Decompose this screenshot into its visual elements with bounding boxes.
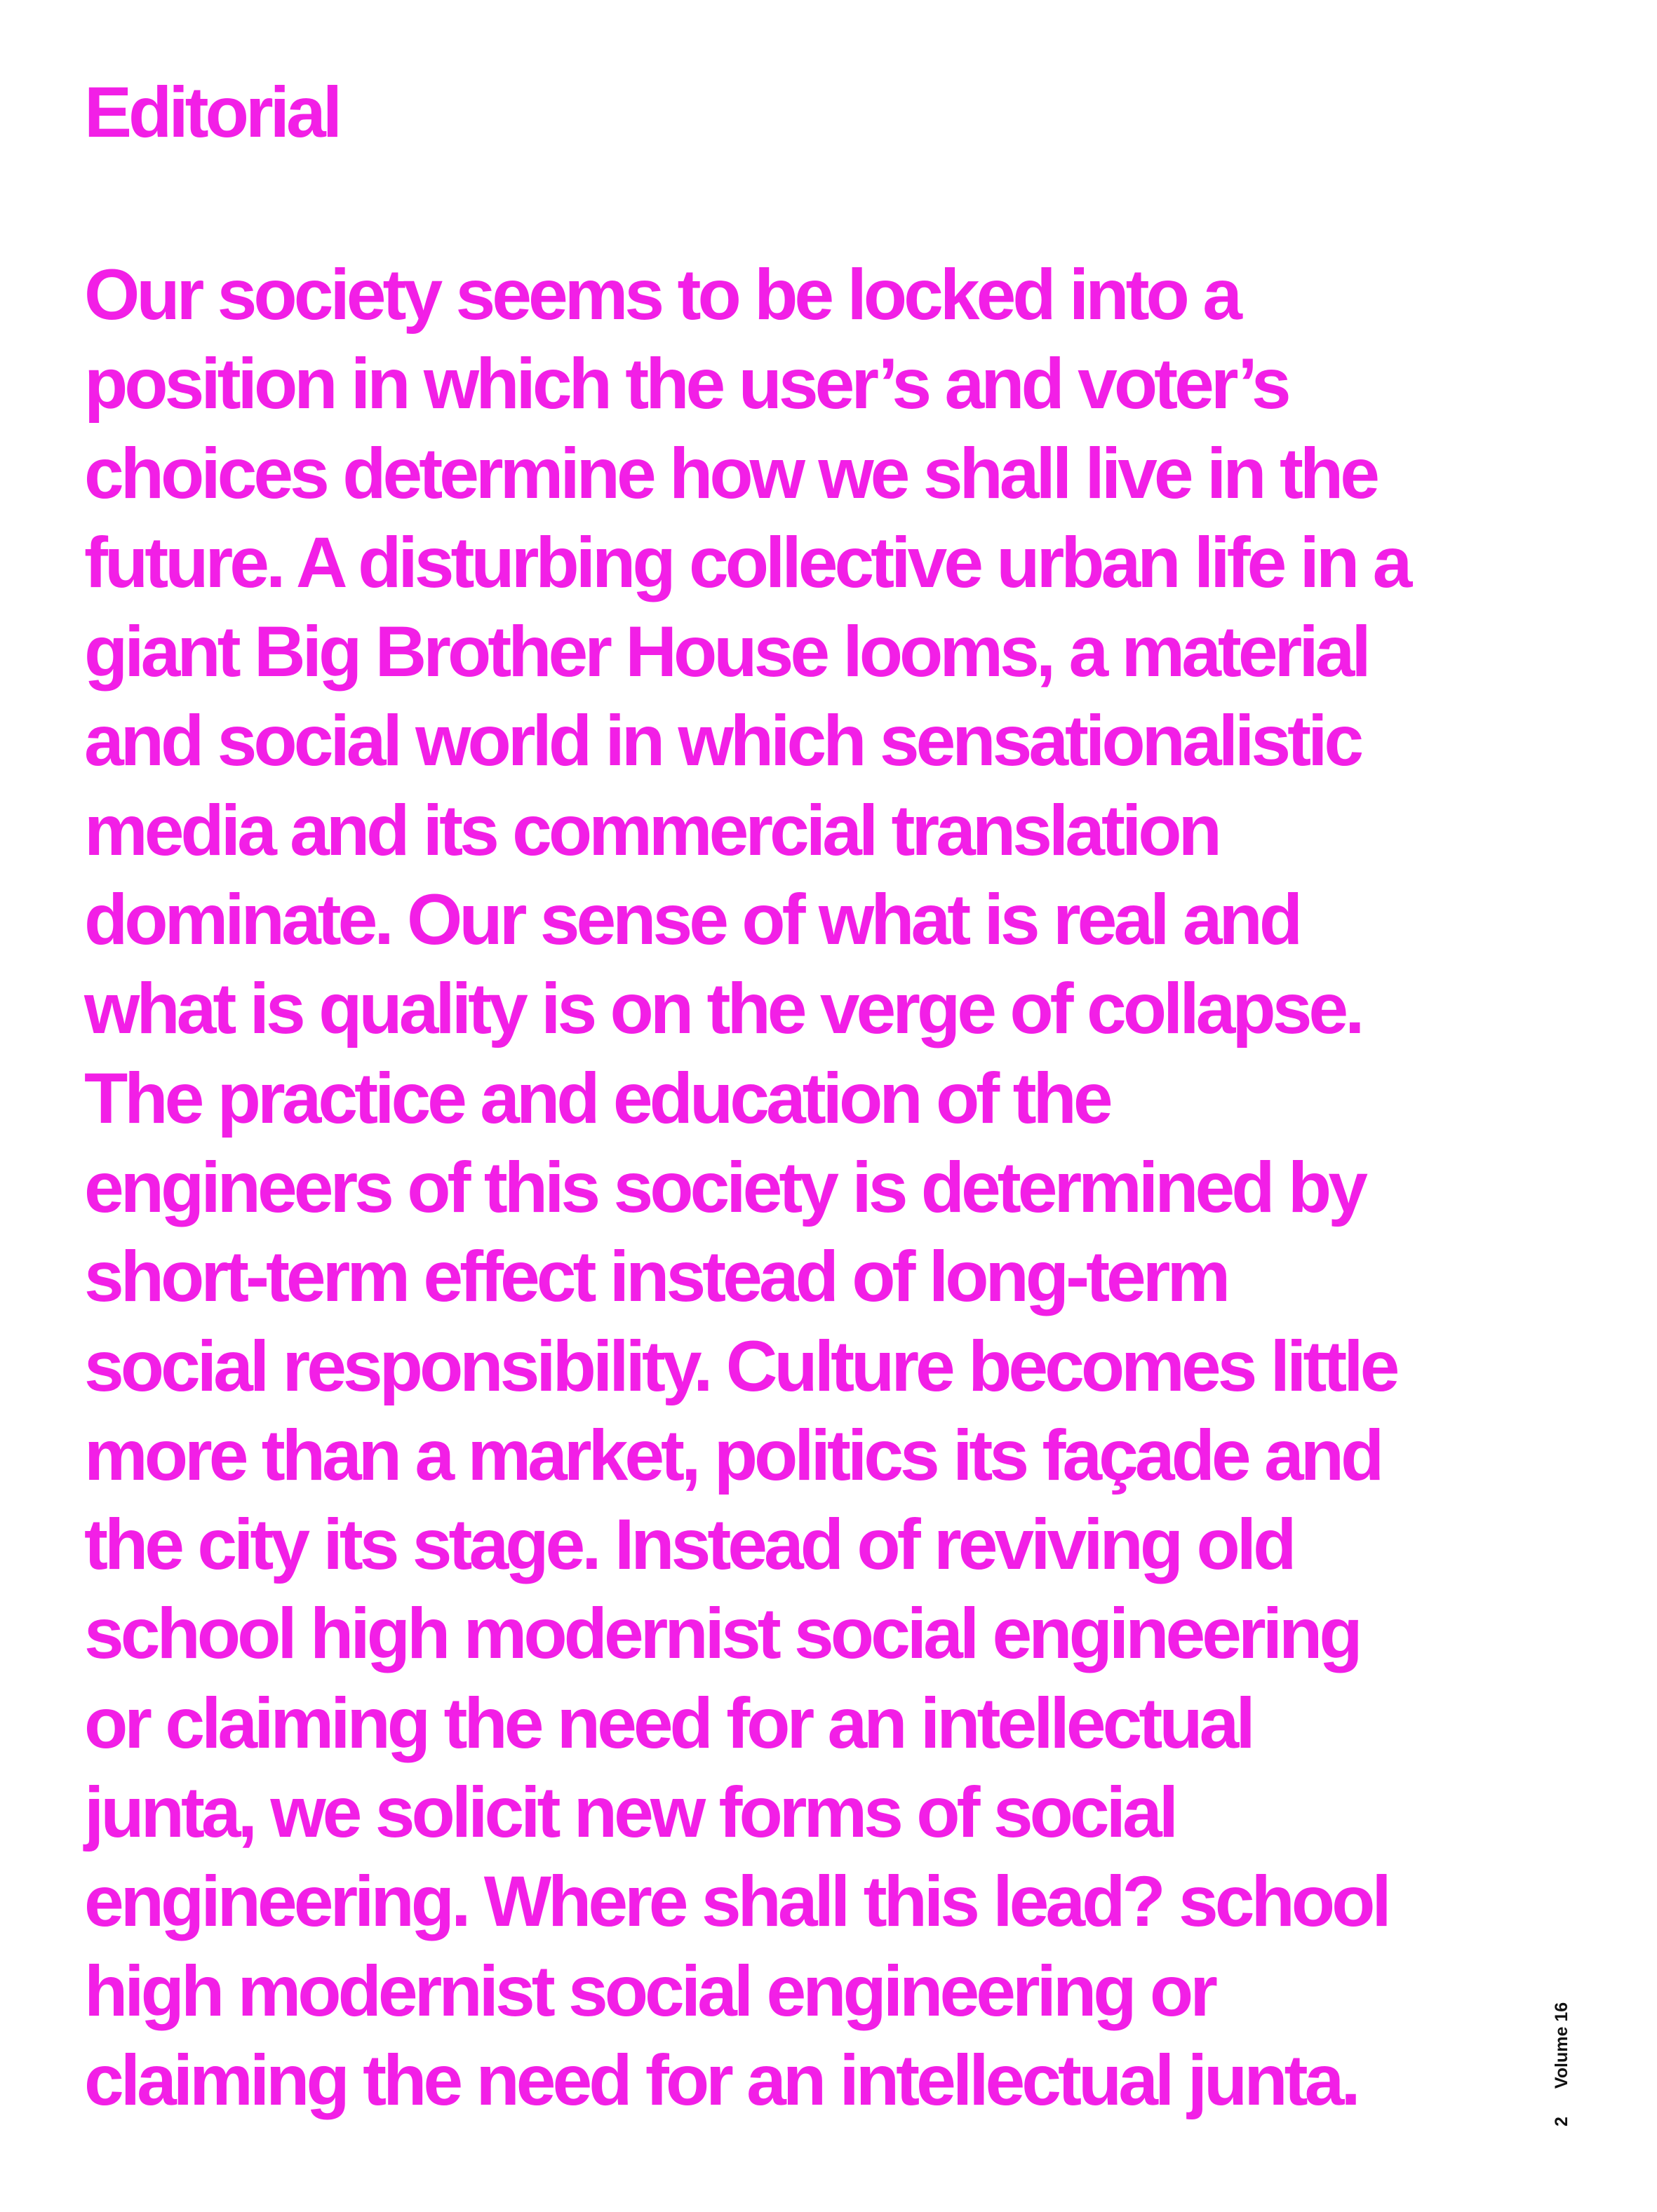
body-line: engineering. Where shall this lead? school [84,1861,1388,1942]
body-line: the city its stage. Instead of reviving old [84,1504,1294,1585]
body-line: social responsibility. Culture becomes little [84,1326,1397,1406]
body-line: more than a market, politics its façade and [84,1415,1381,1495]
body-line: Our society seems to be locked into a [84,255,1239,335]
body-line: what is quality is on the verge of collapse. [84,969,1362,1049]
body-line: The practice and education of the [84,1058,1110,1138]
section-title: Editorial [84,72,340,152]
body-line: school high modernist social engineering [84,1593,1360,1674]
body-line: choices determine how we shall live in the [84,433,1376,513]
body-line: claiming the need for an intellectual junta. [84,2039,1357,2120]
body-line: or claiming the need for an intellectual [84,1682,1252,1763]
body-line: media and its commercial translation [84,790,1219,870]
body-line: dominate. Our sense of what is real and [84,879,1300,960]
body-line: junta, we solicit new forms of social [84,1772,1176,1853]
body-line: position in which the user’s and voter’s [84,344,1288,424]
editorial-body [84,250,1571,2125]
body-line: engineers of this society is determined by [84,1147,1364,1227]
body-line: high modernist social engineering or [84,1950,1214,2031]
body-line: giant Big Brother House looms, a material [84,612,1368,692]
page-folio [1548,2000,1576,2126]
page-number: 2 [1551,2117,1571,2126]
body-line: short-term effect instead of long-term [84,1236,1228,1317]
body-line: and social world in which sensationalistic [84,701,1361,781]
volume-label: Volume 16 [1551,2002,1571,2089]
body-line: future. A disturbing collective urban life in a [84,522,1409,602]
